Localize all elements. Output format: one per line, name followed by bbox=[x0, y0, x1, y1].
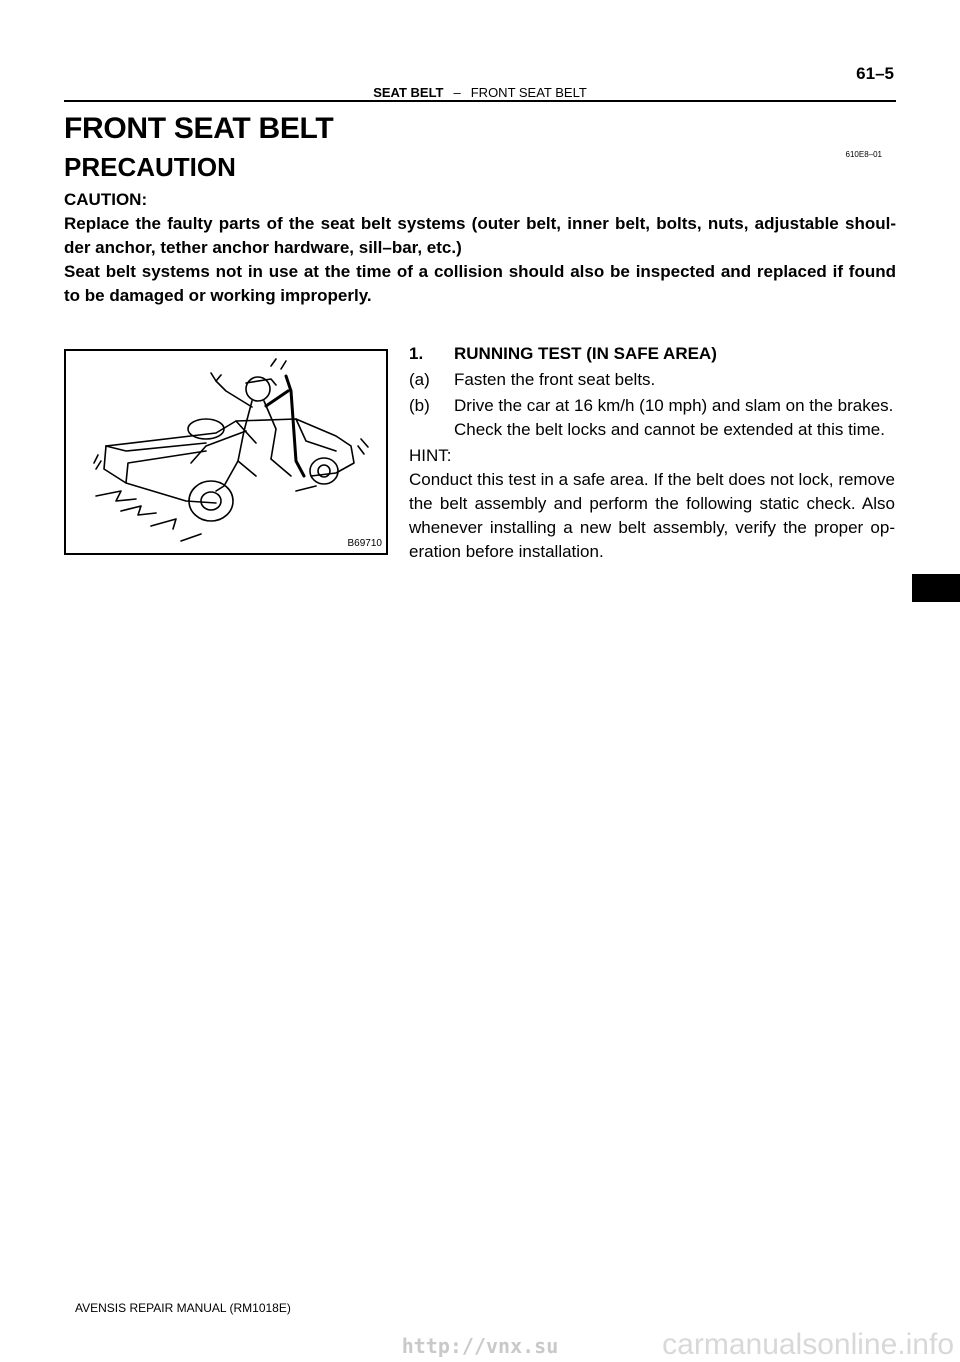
step-heading bbox=[409, 342, 895, 366]
running-test-section bbox=[409, 342, 895, 564]
substep-a bbox=[409, 368, 895, 392]
doc-id: 610E8–01 bbox=[845, 150, 882, 159]
caution-paragraph-2: Seat belt systems not in use at the time of a collision should also be inspected and replaced if found to be damaged or working improperly. bbox=[64, 262, 896, 305]
running-header bbox=[0, 85, 960, 100]
caution-label: CAUTION: bbox=[64, 190, 148, 209]
step-number: 1. bbox=[409, 344, 424, 363]
car-driver-illustration bbox=[66, 351, 386, 553]
header-rule bbox=[64, 100, 896, 102]
page-number: 61–5 bbox=[856, 64, 894, 83]
substep-text: Drive the car at 16 km/h (10 mph) and slam on the brakes. Check the belt locks and cannot be extended at this time. bbox=[454, 396, 894, 439]
substep-marker: (b) bbox=[409, 396, 430, 415]
watermark-link[interactable]: http://vnx.su bbox=[401, 1334, 559, 1358]
figure-label: B69710 bbox=[347, 538, 382, 549]
caution-paragraph-1: Replace the faulty parts of the seat belt systems (outer belt, inner belt, bolts, nuts, adjustable shoul- der anchor, tether anchor hardware, sill–bar, etc.) bbox=[64, 214, 896, 257]
illustration-figure bbox=[64, 349, 388, 555]
header-section: SEAT BELT bbox=[373, 85, 444, 100]
chapter-tab bbox=[912, 574, 960, 602]
header-subsection: FRONT SEAT BELT bbox=[470, 85, 587, 100]
hint-text: Conduct this test in a safe area. If the belt does not lock, remove the belt assembly and perform the following static check. Also whenever installing a new belt assembly, verify the proper op- eration before installation. bbox=[409, 470, 895, 561]
watermark-site: carmanualsonline.info bbox=[662, 1328, 954, 1361]
header-separator: – bbox=[453, 85, 461, 100]
substep-marker: (a) bbox=[409, 370, 430, 389]
section-heading: PRECAUTION bbox=[64, 152, 236, 182]
footer-text: AVENSIS REPAIR MANUAL (RM1018E) bbox=[75, 1301, 291, 1315]
page-title: FRONT SEAT BELT bbox=[64, 112, 334, 145]
step-title: RUNNING TEST (IN SAFE AREA) bbox=[454, 344, 717, 363]
substep-b bbox=[409, 394, 895, 442]
hint-label: HINT: bbox=[409, 446, 452, 465]
caution-block bbox=[64, 188, 896, 308]
substep-text: Fasten the front seat belts. bbox=[454, 370, 656, 389]
